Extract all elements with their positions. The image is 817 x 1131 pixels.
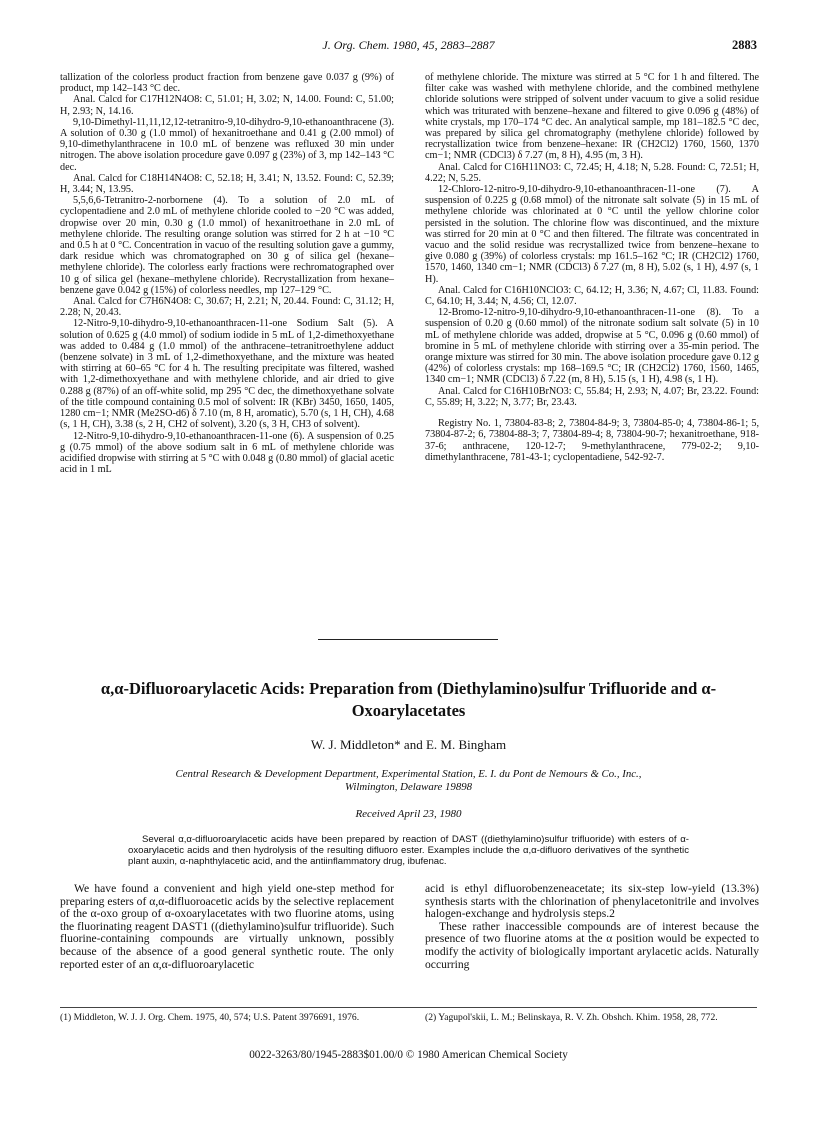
article-authors: W. J. Middleton* and E. M. Bingham	[310, 737, 507, 752]
page-number: 2883	[732, 38, 757, 52]
registry-numbers: Registry No. 1, 73804-83-8; 2, 73804-84-9; 3, 73804-85-0; 4, 73804-86-1; 5, 73804-87-2; 6, 73804-88-3; 7, 73804-89-4; 8, 73804-90-7; hexanitroethane, 918-37-6; anthracene, 120-12-7; 9-methylanthracene, 779-02-2; 9,10-dimethylanthracene, 781-43-1; cyclopentadiene, 542-92-7.	[425, 418, 759, 463]
paragraph: 12-Bromo-12-nitro-9,10-dihydro-9,10-ethanoanthracen-11-one (8). To a suspension of 0.20 g (0.60 mmol) of the nitronate sodium salt solvate (5) in 10 mL of methylene chloride was added, dropwise at 5 °C, 0.096 g (0.60 mmol) of bromine in 5 mL of methylene chloride with stirring over a 35-min period. The orange mixture was stirred for 30 min. The above isolation procedure gave 0.12 g (42%) of colorless crystals: mp 168–169.5 °C; IR (CH2Cl2) 1760, 1560, 1465, 1340 cm−1; NMR (CDCl3) δ 7.22 (m, 8 H), 5.15 (s, 1 H), 4.98 (s, 1 H).	[425, 307, 759, 386]
paragraph: We have found a convenient and high yield one-step method for preparing esters of α,α-difluoroacetic acids by the selective replacement of the α-oxo group of α-oxoarylacetates with two fluorine atoms, using the fluorinating reagent DAST1 ((diethylamino)sulfur trifluoride). Such fluorine-containing compounds are virtually unknown, possibly because of the absence of a good general synthetic route. The only reported ester of an α,α-difluoroarylacetic	[60, 882, 394, 971]
article-title: α,α-Difluoroarylacetic Acids: Preparation from (Diethylamino)sulfur Trifluoride and α-Oxoarylacetates	[100, 679, 717, 720]
paragraph: Anal. Calcd for C18H14N4O8: C, 52.18; H, 3.41; N, 13.52. Found: C, 52.39; H, 3.44; N, 13.95.	[60, 172, 394, 196]
author-affiliation	[100, 768, 717, 794]
running-header	[60, 38, 757, 56]
paragraph: 9,10-Dimethyl-11,11,12,12-tetranitro-9,10-dihydro-9,10-ethanoanthracene (3). A solution of 0.30 g (1.0 mmol) of hexanitroethane and 0.41 g (2.00 mmol) of 9,10-dimethylanthracene in 10.0 mL of benzene was refluxed 30 min under nitrogen. The above isolation procedure gave 0.097 g (23%) of 3, mp 142–143 °C dec.	[60, 116, 394, 173]
footnote-divider	[60, 1007, 757, 1008]
experimental-left-column	[60, 72, 394, 475]
section-divider	[318, 639, 498, 640]
body-left-column	[60, 883, 394, 971]
experimental-right-column	[425, 72, 759, 463]
paragraph: 12-Chloro-12-nitro-9,10-dihydro-9,10-ethanoanthracen-11-one (7). A suspension of 0.225 g (0.68 mmol) of the nitronate salt solvate (5) in 15 mL of methylene chloride was chlorinated at 0 °C until the yellow chlorine color persisted in the solution. The chlorine flow was discontinued, and the mixture was stirred for 20 min at 0 °C and then filtered. The filtrate was concentrated in vacuo and the solid residue was recrystallized twice from benzene–hexane to give 0.080 g (39%) of colorless crystals: mp 161.5–162 °C; IR (CH2Cl2) 1760, 1570, 1460, 1340 cm−1; NMR (CDCl3) δ 7.27 (m, 8 H), 5.02 (s, 1 H), 4.97 (s, 1 H).	[425, 184, 759, 285]
body-right-column	[425, 883, 759, 971]
copyright-footer: 0022-3263/80/1945-2883$01.00/0 © 1980 American Chemical Society	[249, 1049, 568, 1061]
affiliation-line: Central Research & Development Department, Experimental Station, E. I. du Pont de Nemours & Co., Inc.,	[175, 768, 642, 780]
abstract-text: Several α,α-difluoroarylacetic acids have been prepared by reaction of DAST ((diethylamino)sulfur trifluoride) with esters of α-oxoarylacetic acids and then hydrolysis of the resulting difluoro ester. Examples include the α,α-difluoro derivatives of the synthetic plant auxin, α-naphthylacetic acid, and the antiinflammatory drug, ibufenac.	[128, 834, 689, 868]
paragraph: 12-Nitro-9,10-dihydro-9,10-ethanoanthracen-11-one (6). A suspension of 0.25 g (0.75 mmol) of the above sodium salt in 6 mL of methylene chloride was acidified dropwise with stirring at 5 °C with 0.048 g (0.80 mmol) of glacial acetic acid in 1 mL	[60, 430, 394, 476]
received-date: Received April 23, 1980	[355, 808, 462, 820]
paragraph: tallization of the colorless product fraction from benzene gave 0.037 g (9%) of product, mp 142–143 °C dec.	[60, 72, 394, 95]
paragraph: Anal. Calcd for C7H6N4O8: C, 30.67; H, 2.21; N, 20.44. Found: C, 31.12; H, 2.28; N, 20.43.	[60, 296, 394, 319]
affiliation-line: Wilmington, Delaware 19898	[344, 781, 473, 793]
paragraph: Anal. Calcd for C17H12N4O8: C, 51.01; H, 3.02; N, 14.00. Found: C, 51.00; H, 2.93; N, 14.16.	[60, 94, 394, 117]
abstract	[128, 834, 689, 868]
footnote-2: (2) Yagupol'skii, L. M.; Belinskaya, R. V. Zh. Obshch. Khim. 1958, 28, 772.	[425, 1012, 718, 1023]
paragraph: Anal. Calcd for C16H11NO3: C, 72.45; H, 4.18; N, 5.28. Found: C, 72.51; H, 4.22; N, 5.25.	[425, 161, 759, 184]
paragraph: 5,5,6,6-Tetranitro-2-norbornene (4). To a solution of 2.0 mL of cyclopentadiene and 2.0 mL of methylene chloride cooled to −20 °C was added, dropwise over 20 min, 0.30 g (1.0 mmol) of hexanitroethane in 2.0 mL of methylene chloride. The resulting orange solution was stirred for 2 h at −10 °C and 0.5 h at 0 °C. Concentration in vacuo of the resulting solution gave a gummy, dark residue which was chromatographed on 30 g of silica gel (hexane–methylene chloride). The colorless early fractions were rechromatographed over 10 g of silica gel (hexane–methylene chloride). Recrystallization from hexane–benzene gave 0.042 g (15%) of colorless needles, mp 127–129 °C.	[60, 195, 394, 296]
paragraph: These rather inaccessible compounds are of interest because the presence of two fluorine atoms at the α position would be expected to modify the activity of biologically important arylacetic acids. Naturally occurring	[425, 919, 759, 971]
paragraph: acid is ethyl difluorobenzeneacetate; its six-step low-yield (13.3%) synthesis starts with the chlorination of phenylacetonitrile and involves halogen-exchange and hydrolysis steps.2	[425, 882, 759, 921]
paragraph: Anal. Calcd for C16H10BrNO3: C, 55.84; H, 2.93; N, 4.07; Br, 23.22. Found: C, 55.89; H, 3.22; N, 3.77; Br, 23.43.	[425, 385, 759, 408]
paragraph: Anal. Calcd for C16H10NClO3: C, 64.12; H, 3.36; N, 4.67; Cl, 11.83. Found: C, 64.10; H, 3.44; N, 4.56; Cl, 12.07.	[425, 284, 759, 308]
journal-citation: J. Org. Chem. 1980, 45, 2883–2887	[322, 38, 495, 52]
paragraph: 12-Nitro-9,10-dihydro-9,10-ethanoanthracen-11-one Sodium Salt (5). A solution of 0.625 g (4.0 mmol) of sodium iodide in 5 mL of 1,2-dimethoxyethane was added to 0.484 g (1.0 mmol) of the anthracene–tetranitroethylene adduct (benzene solvate) in 3 mL of 1,2-dimethoxyethane, and the mixture was heated with stirring at 60–65 °C for 4 h. The resulting precipitate was filtered, washed with 1,2-dimethoxyethane and with methylene chloride, and air dried to give 0.288 g (87%) of an off-white solid, mp 295 °C dec, the dimethoxyethane solvate of the title compound containing 0.5 mol of solvent: IR (KBr) 3450, 1650, 1405, 1280 cm−1; NMR (Me2SO-d6) δ 7.10 (m, 8 H, aromatic), 5.70 (s, 1 H, CH), 4.68 (s, 1 H, CH), 3.38 (s, 2 H, CH2 of solvent), 3.20 (s, 3 H, CH3 of solvent).	[60, 318, 394, 431]
footnote-1: (1) Middleton, W. J. J. Org. Chem. 1975, 40, 574; U.S. Patent 3976691, 1976.	[60, 1012, 360, 1023]
paragraph: of methylene chloride. The mixture was stirred at 5 °C for 1 h and filtered. The filter cake was washed with methylene chloride, and the combined methylene chloride solutions were stripped of solvent under vacuum to give a solid residue which was triturated with benzene–hexane and filtered to give 0.096 g (48%) of white crystals, mp 170–174 °C dec. An analytical sample, mp 181–182.5 °C dec, was prepared by silica gel chromatography (methylene chloride) followed by recrystallization twice from benzene–hexane: IR (CH2Cl2) 1760, 1560, 1370 cm−1; NMR (CDCl3) δ 7.27 (m, 8 H), 4.95 (m, 3 H).	[425, 72, 759, 162]
